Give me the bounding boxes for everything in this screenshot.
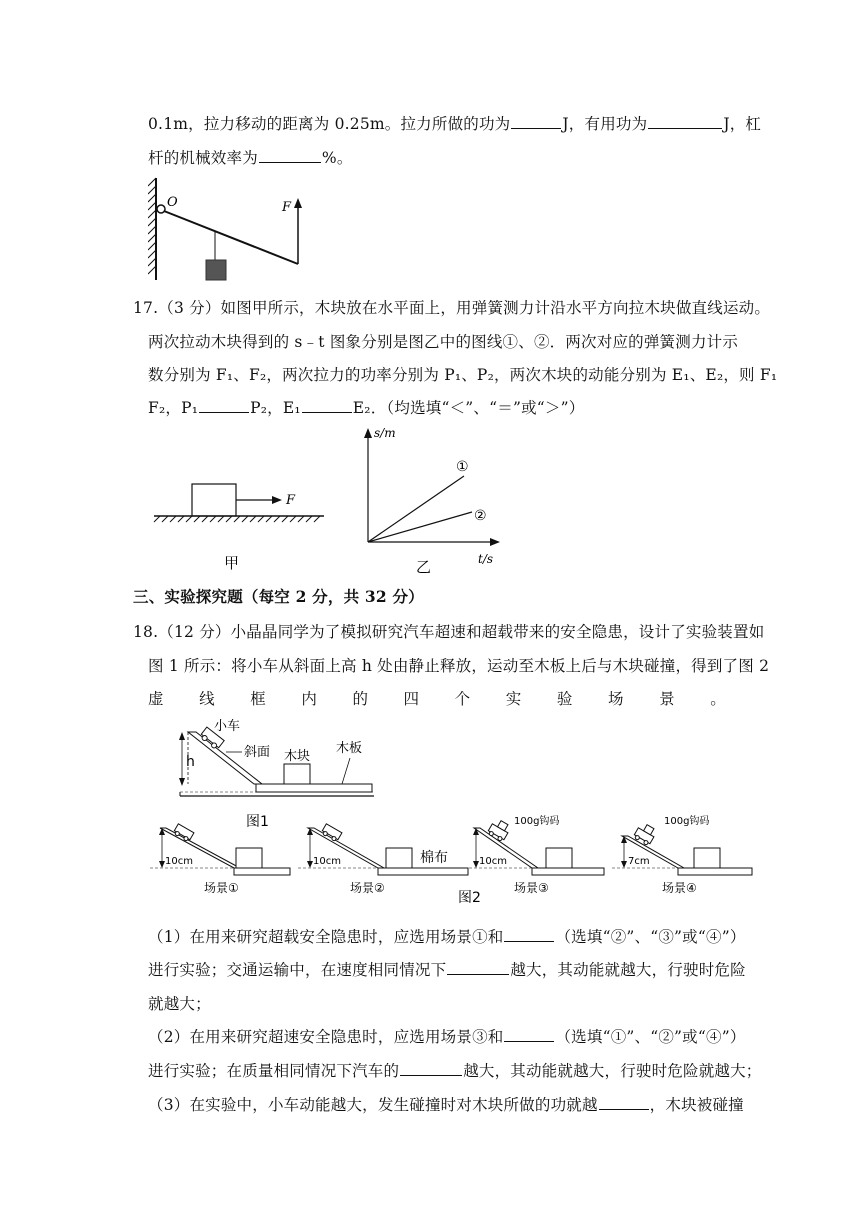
q18-p1-line-2 [148, 958, 746, 980]
scene-4-height: 7cm [628, 856, 650, 867]
q16-text: %。 [321, 149, 353, 167]
scene-4-label: 场景④ [662, 881, 697, 895]
answer-blank[interactable] [400, 1060, 462, 1076]
word: 虚 [148, 690, 164, 708]
q17-text: E₂．（均选填“＜”、“＝”或“＞”） [352, 399, 585, 417]
scene-4-weight: 100g钩码 [664, 816, 710, 827]
q16-line-1 [148, 112, 761, 134]
scene-1 [150, 824, 290, 895]
scene-1-height: 10cm [165, 856, 193, 867]
figure-jia [150, 478, 330, 576]
q18-line-2: 图 1 所示：将小车从斜面上高 h 处由静止释放，运动至木板上后与木块碰撞，得到了图 2 [148, 657, 770, 675]
scene-4 [612, 814, 752, 895]
figure-jia-caption: 甲 [224, 554, 240, 572]
q16-text: J，有用功为 [562, 115, 648, 133]
scene-3-height: 10cm [479, 856, 507, 867]
cloth-label: 棉布 [420, 850, 448, 866]
q18-text: 越大，其动能就越大，行驶时危险 [510, 961, 746, 979]
q18-text: 进行实验；在质量相同情况下汽车的 [148, 1062, 400, 1080]
word: 实 [505, 690, 522, 708]
q18-text: 越大，其动能就越大，行驶时危险就越大； [463, 1062, 762, 1080]
figure-1-caption: 图1 [246, 814, 269, 830]
q17-line-4 [148, 396, 584, 418]
q18-line-3 [148, 687, 726, 709]
scene-2-height: 10cm [313, 856, 341, 867]
x-axis-label: t/s [478, 552, 494, 566]
cart-label: 小车 [214, 719, 241, 734]
answer-blank[interactable] [504, 1026, 554, 1042]
force-label: F [286, 493, 296, 508]
y-axis-label: s/m [374, 426, 396, 440]
q18-text: （1）在用来研究超载安全隐患时，应选用场景①和 [148, 928, 504, 946]
q16-line-2 [148, 146, 353, 168]
series-1-label: ① [456, 459, 469, 475]
q18-line-1: 18.（12 分）小晶晶同学为了模拟研究汽车超速和超载带来的安全隐患，设计了实验装置如 [133, 623, 765, 641]
word: 场 [607, 690, 624, 708]
q16-text: 0.1m，拉力移动的距离为 0.25m。拉力所做的功为 [148, 115, 511, 133]
figure-yi [352, 424, 512, 574]
section-heading: 三、实验探究题（每空 2 分，共 32 分） [133, 587, 424, 606]
pivot-label: O [167, 195, 178, 210]
board-label: 木板 [336, 741, 363, 756]
scene-3-weight: 100g钩码 [514, 816, 560, 827]
figure-2-caption: 图2 [458, 890, 481, 906]
scene-3 [464, 814, 604, 895]
q16-text: J，杠 [723, 115, 762, 133]
q18-text: （选填“②”、“③”或“④”） [555, 928, 746, 946]
q17-line-1: 17.（3 分）如图甲所示，木块放在水平面上，用弹簧测力计沿水平方向拉木块做直线运动。 [133, 299, 771, 317]
answer-blank[interactable] [648, 113, 722, 129]
word: 验 [556, 690, 573, 708]
word: 。 [710, 690, 726, 708]
q18-p2-line-1 [148, 1025, 746, 1047]
height-label: h [186, 754, 195, 770]
lever-figure [148, 176, 308, 286]
answer-blank[interactable] [259, 147, 321, 163]
q18-text: ，木块被碰撞 [649, 1096, 744, 1114]
q18-text: （3）在实验中，小车动能越大，发生碰撞时对木块所做的功就越 [148, 1096, 598, 1114]
q18-p1-line-3: 就越大； [148, 995, 211, 1013]
q18-text: （2）在用来研究超速安全隐患时，应选用场景③和 [148, 1028, 504, 1046]
word: 的 [352, 690, 369, 708]
force-label: F [282, 200, 292, 215]
scene-2 [298, 824, 468, 895]
word: 景 [659, 690, 675, 708]
scene-1-label: 场景① [204, 881, 239, 895]
word: 线 [199, 690, 215, 708]
q18-text: （选填“①”、“②”或“④”） [555, 1028, 746, 1046]
q17-line-3: 数分别为 F₁、F₂，两次拉力的功率分别为 P₁、P₂，两次木块的动能分别为 E₁、E₂，则 F₁ [148, 366, 778, 384]
block-label: 木块 [284, 749, 311, 764]
answer-blank[interactable] [199, 397, 249, 413]
answer-blank[interactable] [504, 926, 554, 942]
answer-blank[interactable] [447, 959, 509, 975]
word: 个 [454, 690, 471, 708]
q17-text: F₂，P₁ [148, 399, 199, 417]
q16-text: 杆的机械效率为 [148, 149, 258, 167]
series-2-label: ② [474, 508, 487, 524]
word: 内 [301, 690, 318, 708]
figure-2 [148, 808, 768, 906]
q18-p3-line-1 [148, 1093, 744, 1115]
answer-blank[interactable] [302, 397, 352, 413]
scene-2-label: 场景② [350, 881, 385, 895]
answer-blank[interactable] [511, 113, 561, 129]
scene-3-label: 场景③ [514, 881, 549, 895]
word: 四 [403, 690, 420, 708]
q18-p1-line-1 [148, 925, 746, 947]
word: 框 [250, 690, 266, 708]
q18-text: 进行实验；交通运输中，在速度相同情况下 [148, 961, 447, 979]
q18-p2-line-2 [148, 1059, 762, 1081]
q17-line-2: 两次拉动木块得到的 s﹣t 图象分别是图乙中的图线①、②．两次对应的弹簧测力计示 [148, 333, 739, 351]
slope-label: 斜面 [244, 745, 271, 760]
figure-yi-caption: 乙 [416, 558, 432, 574]
answer-blank[interactable] [599, 1094, 649, 1110]
q17-text: P₂，E₁ [250, 399, 301, 417]
